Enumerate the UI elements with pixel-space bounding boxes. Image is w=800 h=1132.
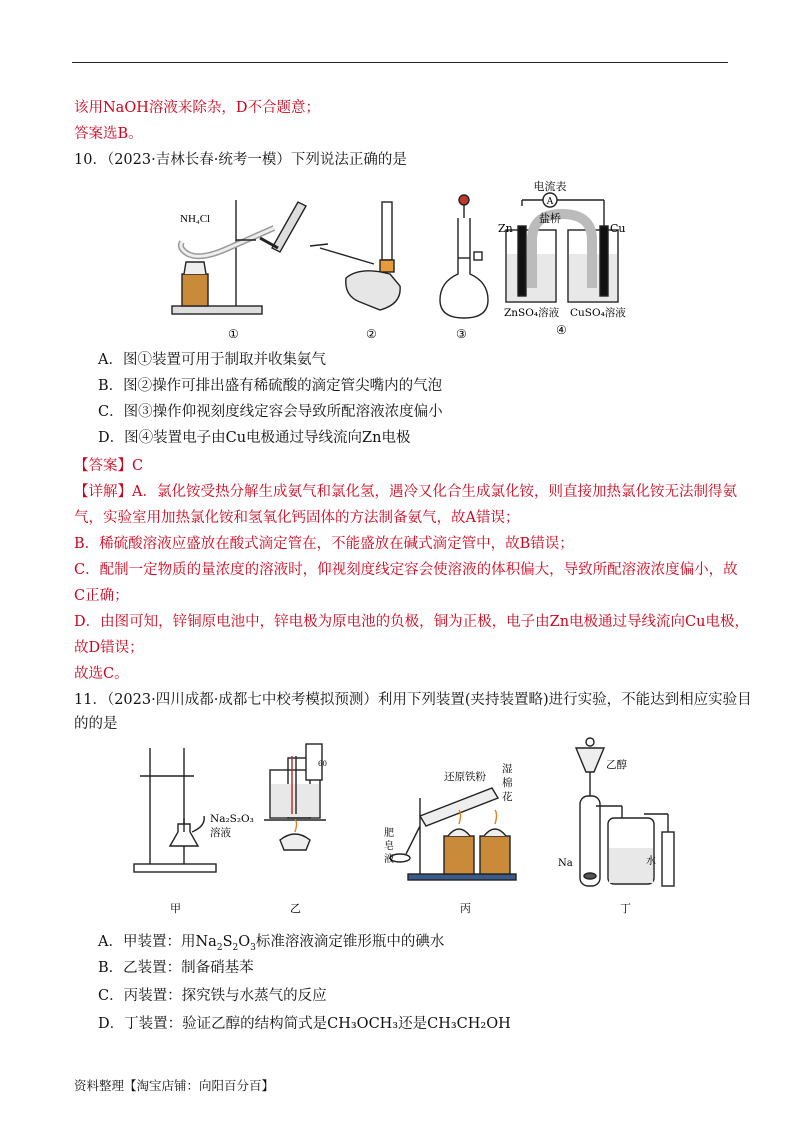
caption-ding: 丁 — [620, 902, 631, 915]
option-10b: B．图②操作可排出盛有稀硫酸的滴定管尖嘴内的气泡 — [98, 378, 443, 394]
option-11a-post: 标准溶液滴定锥形瓶中的碘水 — [255, 934, 445, 950]
question-10: 10．（2023·吉林长春·统考一模）下列说法正确的是 — [74, 152, 407, 168]
apparatus-2 — [310, 202, 400, 310]
option-11d-mid: 还是 — [398, 1016, 428, 1032]
znso4-label: ZnSO₄溶液 — [504, 307, 560, 319]
answer-10: 【答案】C — [74, 458, 144, 474]
explain-10-2: 气，实验室用加热氯化铵和氢氧化钙固体的方法制备氨气，故A错误； — [74, 510, 520, 526]
zn-electrode-label: Zn — [498, 222, 513, 235]
explain-10-6: D．由图可知，锌铜原电池中，锌电极为原电池的负极，铜为正极，电子由Zn电极通过导线流向Cu电极， — [74, 614, 749, 630]
soap-label-2: 皂 — [384, 841, 394, 852]
caption-3: ③ — [456, 327, 467, 341]
wet-cotton-label-1: 湿 — [502, 763, 513, 775]
formula-ethanol: CH₃CH₂OH — [427, 1016, 511, 1032]
option-11b: B．乙装置：制备硝基苯 — [98, 960, 254, 976]
thermometer-reading: 60 — [318, 760, 327, 768]
wet-cotton-label-3: 花 — [502, 791, 513, 803]
footer-note: 资料整理【淘宝店铺：向阳百分百】 — [74, 1078, 275, 1093]
apparatus-4 — [506, 193, 618, 302]
explain-10-5: C正确； — [74, 588, 129, 604]
answer-line: 答案选B。 — [74, 126, 143, 142]
apparatus-3 — [440, 195, 488, 318]
caption-1: ① — [228, 327, 239, 341]
soap-label-1: 肥 — [384, 828, 394, 839]
nh4cl-label: NH₄Cl — [180, 213, 211, 225]
caption-yi: 乙 — [290, 902, 301, 915]
ammeter-label: 电流表 — [533, 180, 567, 193]
option-11d — [98, 1014, 511, 1034]
wet-cotton-label-2: 棉 — [502, 777, 513, 789]
explain-10-7: 故D错误； — [74, 640, 144, 656]
formula-sub-2: 2 — [232, 942, 239, 953]
option-11d-pre: D．丁装置：验证乙醇的结构简式是 — [98, 1016, 328, 1032]
explain-10-3: B．稀硫酸溶液应盛放在酸式滴定管在，不能盛放在碱式滴定管中，故B错误； — [74, 536, 574, 552]
option-10d: D．图④装置电子由Cu电极通过导线流向Zn电极 — [98, 430, 411, 446]
soap-label-3: 液 — [384, 854, 394, 865]
sodium-label: Na — [558, 858, 573, 869]
header-rule — [72, 62, 728, 63]
formula-ether: CH₃OCH₃ — [327, 1016, 399, 1032]
cuso4-label: CuSO₄溶液 — [570, 307, 626, 319]
question-11-line2: 的的是 — [74, 716, 118, 732]
na2s2o3-label: Na₂S₂O₃ — [210, 813, 254, 825]
salt-bridge-label: 盐桥 — [539, 212, 561, 225]
option-10a: A．图①装置可用于制取并收集氨气 — [98, 352, 326, 368]
caption-bing: 丙 — [460, 902, 471, 915]
iron-powder-label: 还原铁粉 — [444, 771, 486, 783]
explain-10-1: 【详解】A．氯化铵受热分解生成氨气和氯化氢，遇冷又化合生成氯化铵，则直接加热氯化铵无法制得氨 — [74, 484, 737, 500]
solution-label: 溶液 — [210, 827, 231, 839]
cu-electrode-label: Cu — [610, 222, 626, 235]
explain-10-4: C．配制一定物质的量浓度的溶液时，仰视刻度线定容会使溶液的体积偏大，导致所配溶液浓度偏小，故 — [74, 562, 738, 578]
question-11-line1: 11．（2023·四川成都·成都七中校考模拟预测）利用下列装置(夹持装置略)进行实验，不能达到相应实验目 — [74, 692, 752, 708]
option-11a — [98, 932, 444, 958]
caption-2: ② — [366, 327, 377, 341]
ethanol-label: 乙醇 — [606, 759, 627, 771]
figure-q10 — [160, 178, 640, 343]
option-11a-pre: A．甲装置：用 — [98, 934, 196, 950]
figure-q11 — [120, 736, 700, 924]
apparatus-bing — [390, 788, 516, 880]
formula-na2s2o3: $Na_2S_2O_3$ — [195, 934, 256, 953]
option-11c: C．丙装置：探究铁与水蒸气的反应 — [98, 988, 327, 1004]
apparatus-yi — [264, 744, 326, 850]
apparatus-jia — [134, 748, 216, 872]
caption-4: ④ — [556, 323, 567, 337]
explain-line: 该用NaOH溶液来除杂，D不合题意； — [74, 100, 320, 116]
option-10c: C．图③操作仰视刻度线定容会导致所配溶液浓度偏小 — [98, 404, 443, 420]
water-label: 水 — [646, 856, 656, 867]
ammeter-symbol: A — [546, 197, 554, 207]
caption-jia: 甲 — [170, 902, 181, 915]
explain-10-8: 故选C。 — [74, 666, 129, 682]
